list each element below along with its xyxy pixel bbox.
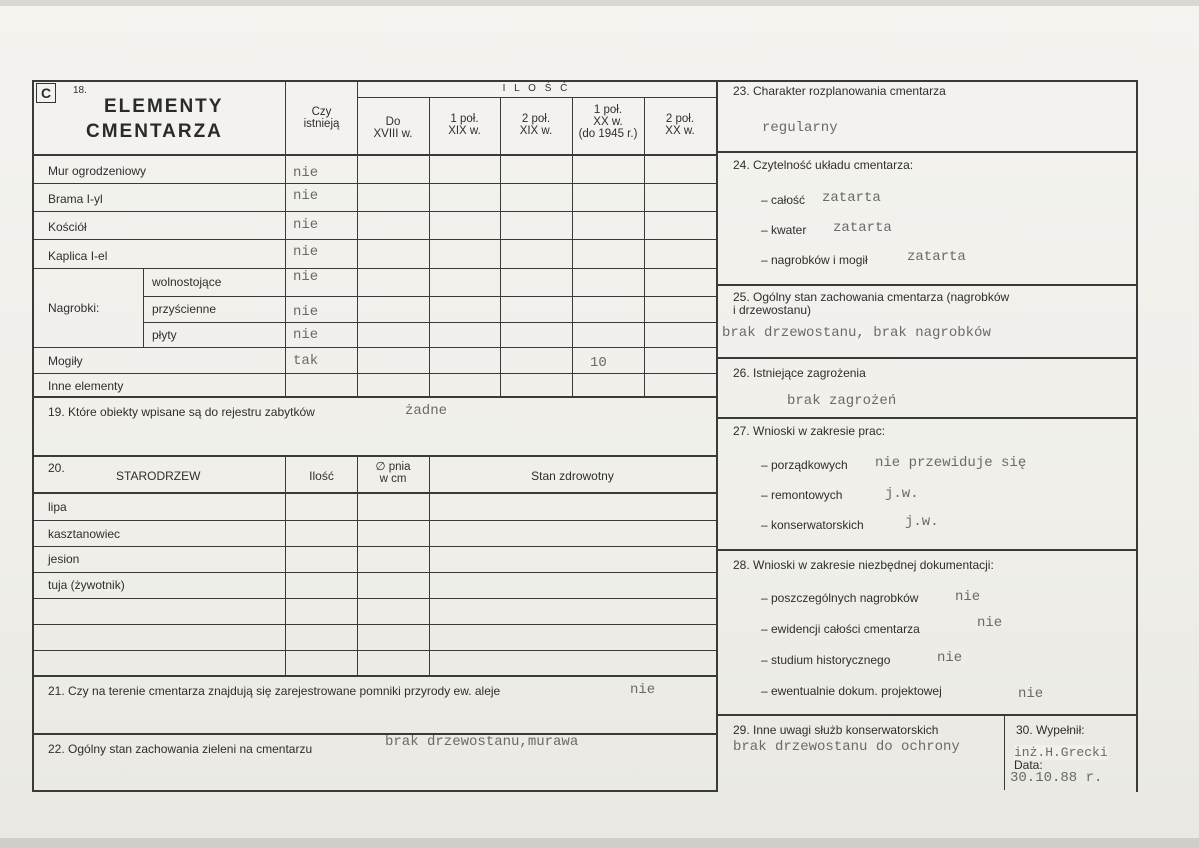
rule [500, 97, 501, 396]
s30-label: 30. Wypełnił: [1016, 723, 1085, 737]
s18-period-4: 2 poł. XX w. [665, 113, 695, 137]
s18-nagrobki-label: Nagrobki: [48, 301, 100, 315]
s18-number: 18. [73, 85, 87, 96]
card-bottom-edge [0, 838, 1199, 848]
s26-value: brak zagrożeń [787, 393, 897, 409]
s28-item-value: nie [937, 650, 963, 666]
s28-item-label: – poszczególnych nagrobków [761, 591, 919, 605]
rule [644, 97, 645, 396]
s20-col-qty: Ilość [309, 469, 334, 483]
s24-item-label: – całość [761, 193, 806, 207]
s21-label: 21. Czy na terenie cmentarza znajdują się zarejestrowane pomniki przyrody ew. aleje [48, 684, 501, 698]
s18-row-qty: 10 [590, 355, 607, 371]
s18-period-0: Do XVIII w. [373, 116, 413, 140]
s24-item-value: zatarta [907, 249, 966, 265]
rule [716, 80, 1138, 82]
rule [32, 650, 716, 651]
s22-value: brak drzewostanu,murawa [385, 734, 579, 750]
s18-row-exists: nie [293, 327, 319, 343]
rule [285, 456, 286, 675]
section-letter-box: C [36, 83, 56, 103]
rule [32, 373, 716, 374]
s25-value: brak drzewostanu, brak nagrobków [722, 325, 991, 341]
rule [32, 572, 716, 573]
s27-item-label: – remontowych [761, 488, 843, 502]
rule [32, 455, 718, 457]
s27-item-label: – konserwatorskich [761, 518, 864, 532]
s27-label: 27. Wnioski w zakresie prac: [733, 424, 886, 438]
s18-title-line2: CMENTARZA [86, 121, 223, 142]
s28-label: 28. Wnioski w zakresie niezbędnej dokumentacji: [733, 558, 994, 572]
s23-label: 23. Charakter rozplanowania cmentarza [733, 84, 946, 98]
s25-label: 25. Ogólny stan zachowania cmentarza (nagrobków i drzewostanu) [733, 290, 1010, 317]
s18-row-label: Mogiły [48, 354, 83, 368]
s18-row-exists: nie [293, 244, 319, 260]
s22-label: 22. Ogólny stan zachowania zieleni na cmentarzu [48, 742, 313, 756]
s18-row-exists: tak [293, 353, 319, 369]
rule [32, 154, 718, 156]
rule [32, 492, 718, 494]
s20-row-label: tuja (żywotnik) [48, 578, 125, 592]
rule [32, 80, 34, 792]
s18-col-exists: Czy istnieją [303, 106, 340, 130]
s30-date-label: Data: [1014, 758, 1043, 772]
s18-row-label: Inne elementy [48, 379, 124, 393]
rule [32, 733, 718, 735]
s24-item-value: zatarta [833, 220, 892, 236]
s21-value: nie [630, 682, 656, 698]
rule [32, 790, 718, 792]
rule [32, 239, 716, 240]
s20-number: 20. [48, 461, 65, 475]
rule [357, 456, 358, 675]
s27-item-value: j.w. [905, 514, 939, 530]
rule [143, 296, 716, 297]
rule [32, 347, 716, 348]
rule [572, 97, 573, 396]
s20-title: STARODRZEW [116, 469, 201, 483]
rule [32, 268, 716, 269]
s28-item-value: nie [977, 615, 1003, 631]
s29-value: brak drzewostanu do ochrony [733, 739, 960, 755]
s28-item-value: nie [1018, 686, 1044, 702]
rule [32, 598, 716, 599]
rule [716, 284, 1138, 286]
s28-item-label: – studium historycznego [761, 653, 891, 667]
s20-col-health: Stan zdrowotny [531, 469, 614, 483]
s27-item-value: j.w. [885, 486, 919, 502]
s18-row-exists: nie [293, 304, 319, 320]
rule [716, 357, 1138, 359]
s29-label: 29. Inne uwagi służb konserwatorskich [733, 723, 939, 737]
rule [716, 417, 1138, 419]
rule [32, 396, 718, 398]
rule [716, 151, 1138, 153]
s18-row-label: Mur ogrodzeniowy [48, 164, 147, 178]
s20-row-label: jesion [48, 552, 80, 566]
s18-row-exists: nie [293, 217, 319, 233]
s18-row-label: wolnostojące [152, 275, 222, 289]
s19-value: żadne [405, 403, 448, 419]
s24-item-value: zatarta [822, 190, 881, 206]
s30-date-value: 30.10.88 r. [1010, 770, 1103, 786]
s19-label: 19. Które obiekty wpisane są do rejestru zabytków [48, 405, 315, 419]
s18-row-label: płyty [152, 328, 177, 342]
rule [716, 714, 1138, 716]
s18-row-exists: nie [293, 165, 319, 181]
rule [32, 546, 716, 547]
rule [32, 520, 716, 521]
s24-item-label: – nagrobków i mogił [761, 253, 868, 267]
s18-row-exists: nie [293, 269, 319, 285]
s18-period-2: 2 poł. XIX w. [519, 113, 553, 137]
s30-value: inż.H.Grecki [1014, 745, 1108, 760]
rule [429, 456, 430, 675]
rule [143, 268, 144, 347]
s28-item-value: nie [955, 589, 981, 605]
s18-period-1: 1 poł. XIX w. [448, 113, 481, 137]
rule [716, 549, 1138, 551]
s18-title-line1: ELEMENTY [104, 96, 224, 117]
rule [32, 80, 718, 82]
s24-label: 24. Czytelność układu cmentarza: [733, 158, 914, 172]
s27-item-label: – porządkowych [761, 458, 848, 472]
rule [357, 97, 716, 98]
s18-row-label: Kaplica I-el [48, 249, 108, 263]
s26-label: 26. Istniejące zagrożenia [733, 366, 866, 380]
rule [32, 211, 716, 212]
s18-period-3: 1 poł. XX w. (do 1945 r.) [578, 104, 638, 140]
s18-row-label: Kościół [48, 220, 87, 234]
s18-row-label: Brama I-yl [48, 192, 103, 206]
s20-row-label: lipa [48, 500, 67, 514]
s24-item-label: – kwater [761, 223, 807, 237]
s18-ilosc-header: I L O Ś Ć [502, 83, 571, 94]
s28-item-label: – ewidencji całości cmentarza [761, 622, 920, 636]
s18-row-exists: nie [293, 188, 319, 204]
rule [1136, 80, 1138, 792]
rule [32, 675, 718, 677]
s23-value: regularny [762, 120, 838, 136]
s18-row-label: przyścienne [152, 302, 217, 316]
rule [143, 322, 716, 323]
s27-item-value: nie przewiduje się [875, 455, 1027, 471]
s20-col-diam: ∅ pnia w cm [375, 461, 411, 485]
rule [716, 80, 718, 792]
rule [32, 183, 716, 184]
rule [1004, 714, 1005, 790]
rule [429, 97, 430, 396]
rule [32, 624, 716, 625]
s20-row-label: kasztanowiec [48, 527, 121, 541]
card-top-edge [0, 0, 1199, 6]
s28-item-label: – ewentualnie dokum. projektowej [761, 684, 942, 698]
